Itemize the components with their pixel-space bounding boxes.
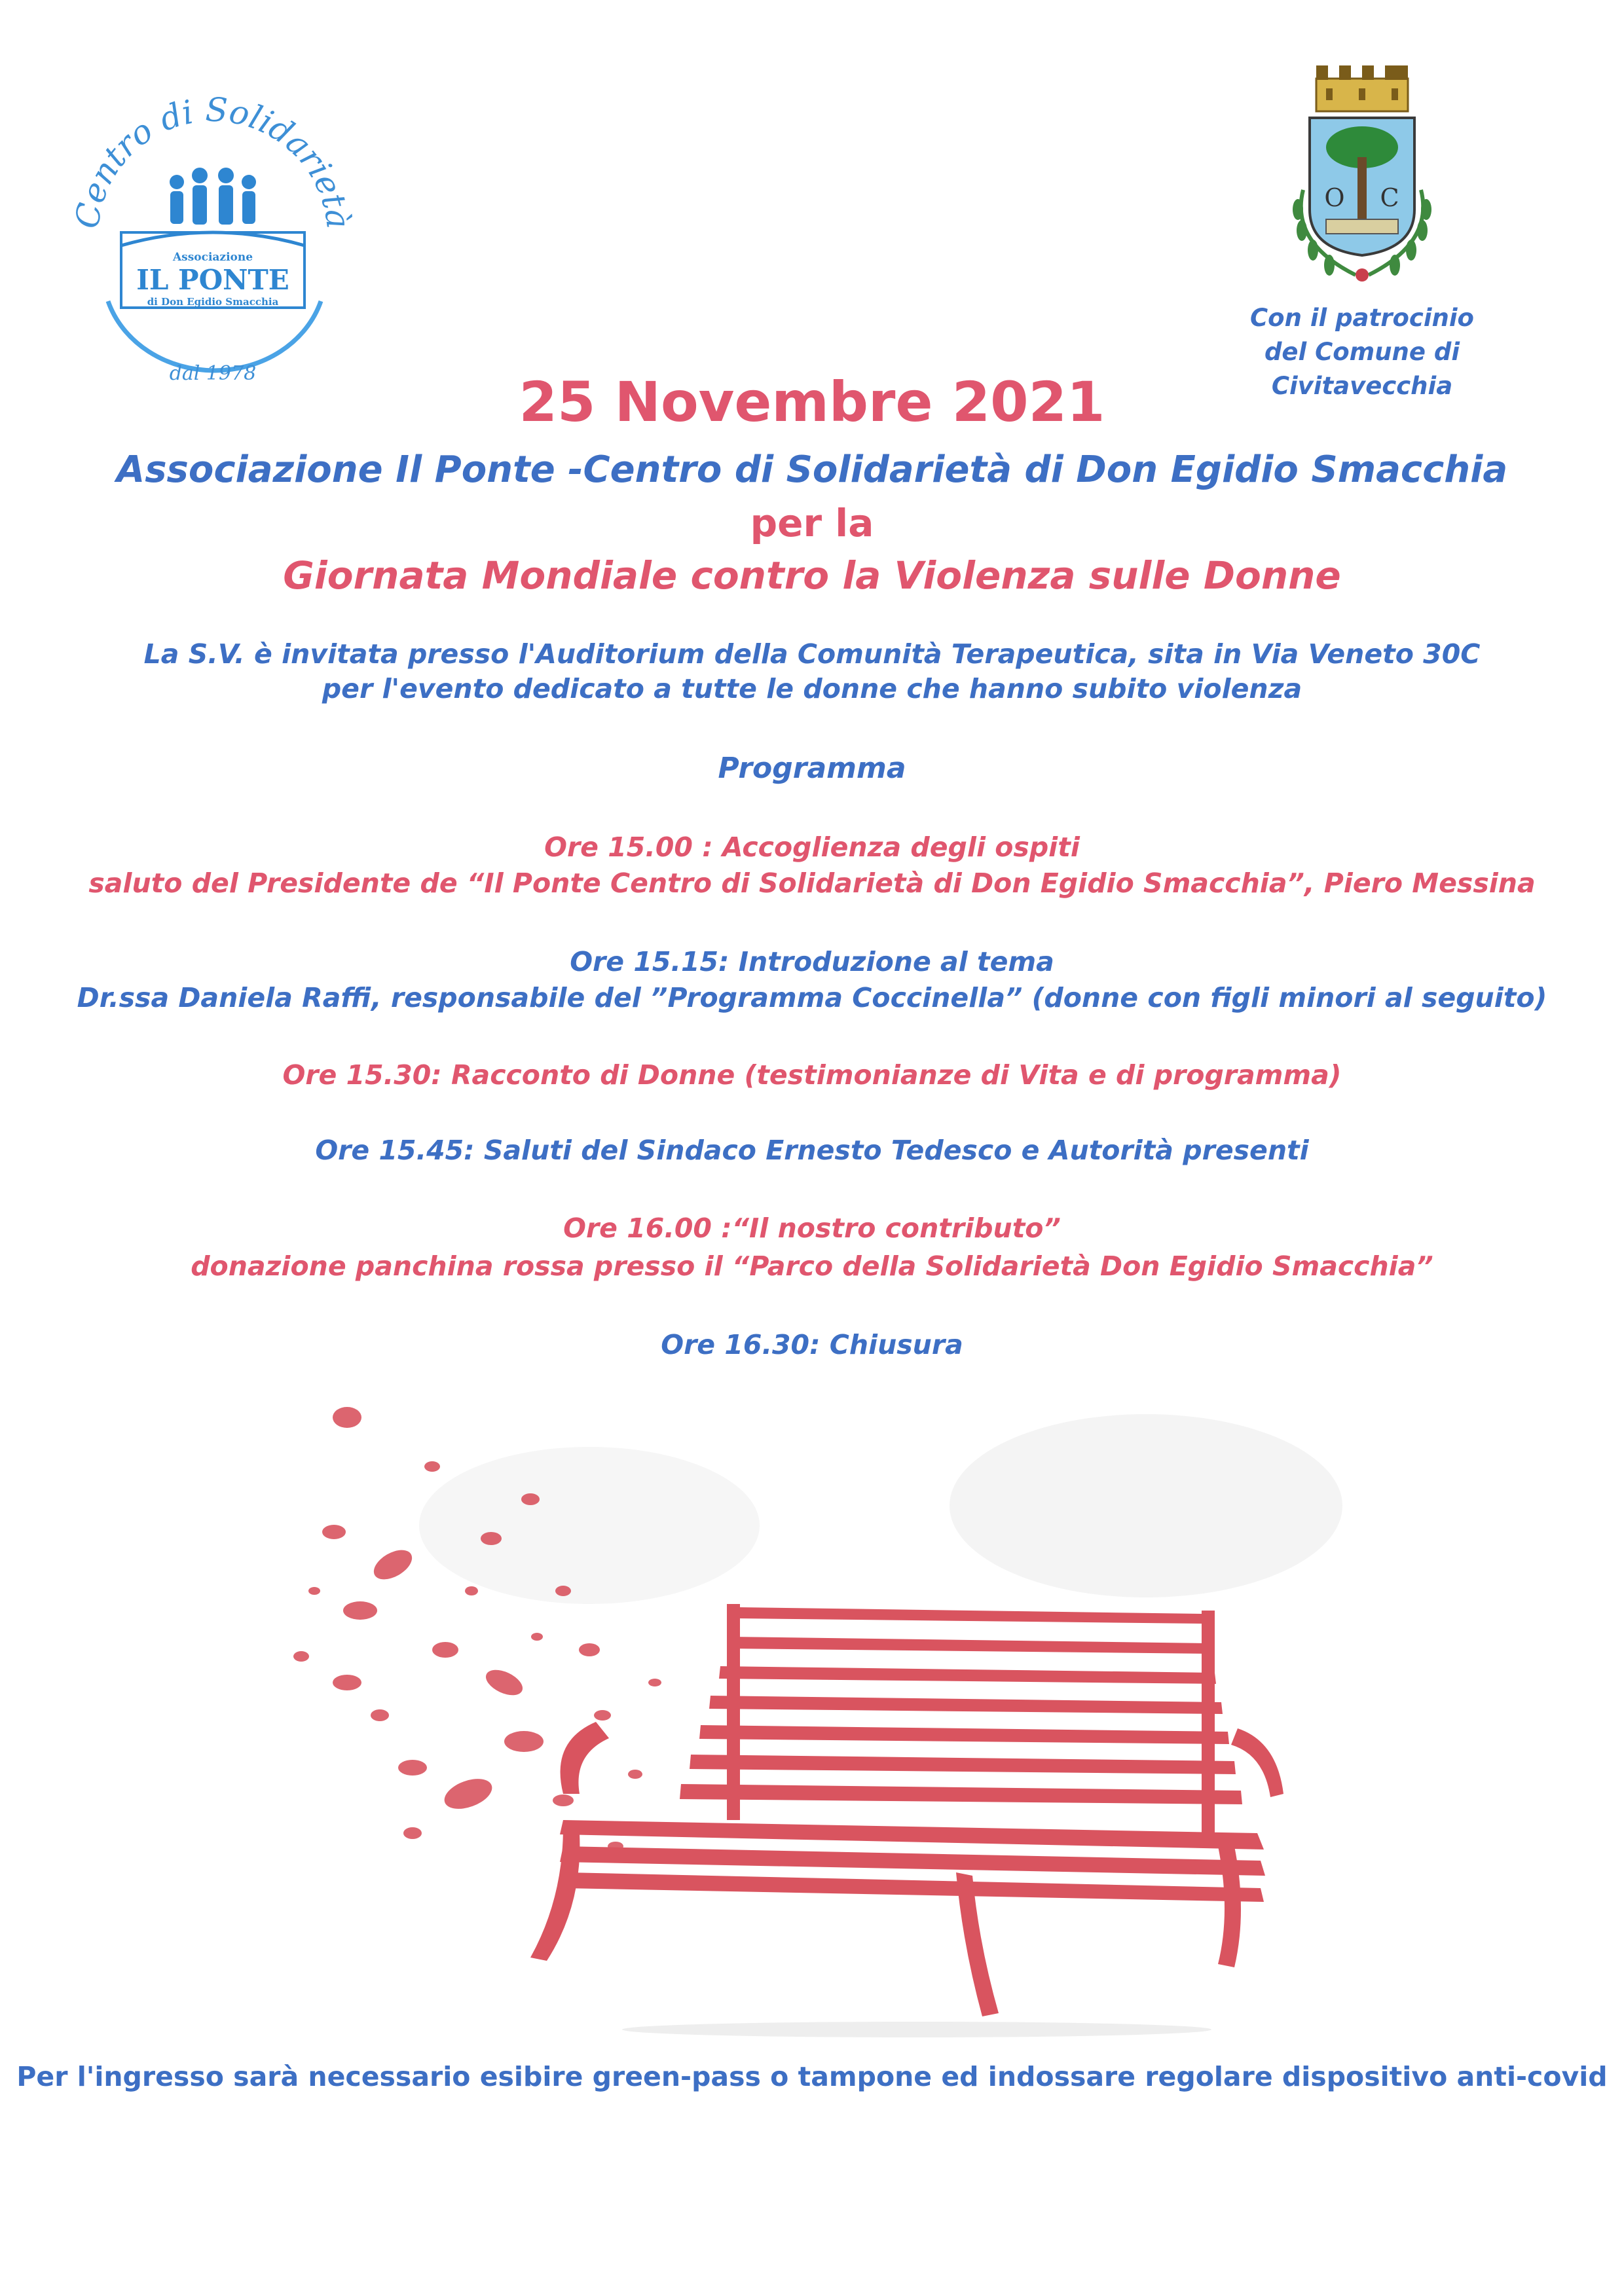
program-item-1-line2: saluto del Presidente de “Il Ponte Centro di Solidarietà di Don Egidio Smacchia”, Piero Messina [88, 867, 1536, 899]
event-title: Giornata Mondiale contro la Violenza sulle Donne [283, 553, 1341, 598]
svg-text:IL PONTE: IL PONTE [136, 264, 289, 296]
program-item-5-line1: Ore 16.00 :“Il nostro contributo” [563, 1212, 1061, 1244]
il-ponte-logo [59, 85, 367, 393]
invite-line2: per l'evento dedicato a tutte le donne che hanno subito violenza [322, 673, 1302, 704]
red-bench-illustration [196, 1375, 1375, 2043]
programma-title: Programma [718, 752, 906, 785]
civitavecchia-crest [1264, 59, 1460, 295]
program-item-4: Ore 15.45: Saluti del Sindaco Ernesto Tedesco e Autorità presenti [315, 1135, 1309, 1166]
event-date: 25 Novembre 2021 [519, 370, 1105, 434]
program-item-2-line2: Dr.ssa Daniela Raffi, responsabile del ”Programma Coccinella” (donne con figli minori al seguito) [77, 982, 1547, 1013]
covid-notice: Per l'ingresso sarà necessario esibire green-pass o tampone ed indossare regolare dispositivo anti-covid [16, 2061, 1608, 2092]
svg-text:Centro di Solidarietà: Centro di Solidarietà [67, 90, 358, 231]
program-item-2-line1: Ore 15.15: Introduzione al tema [570, 946, 1054, 977]
svg-text:di Don Egidio Smacchia: di Don Egidio Smacchia [147, 296, 279, 308]
svg-text:C: C [1380, 183, 1399, 212]
program-item-5-line2: donazione panchina rossa presso il “Parco della Solidarietà Don Egidio Smacchia” [191, 1250, 1433, 1282]
program-item-6: Ore 16.30: Chiusura [661, 1329, 963, 1360]
svg-text:dal 1978: dal 1978 [169, 362, 257, 385]
per-la-text: per la [750, 501, 874, 545]
patrocinio-line1: Con il patrocinio [1250, 304, 1474, 332]
program-item-3: Ore 15.30: Racconto di Donne (testimonianze di Vita e di programma) [282, 1059, 1342, 1091]
svg-text:O: O [1324, 183, 1345, 212]
patrocinio-line2: del Comune di Civitavecchia [1264, 338, 1460, 400]
program-item-1-line1: Ore 15.00 : Accoglienza degli ospiti [544, 831, 1080, 863]
organizer-title: Associazione Il Ponte -Centro di Solidarietà di Don Egidio Smacchia [116, 448, 1508, 491]
invite-line1: La S.V. è invitata presso l'Auditorium della Comunità Terapeutica, sita in Via Veneto 30C [143, 638, 1481, 670]
svg-text:Associazione: Associazione [172, 251, 253, 264]
